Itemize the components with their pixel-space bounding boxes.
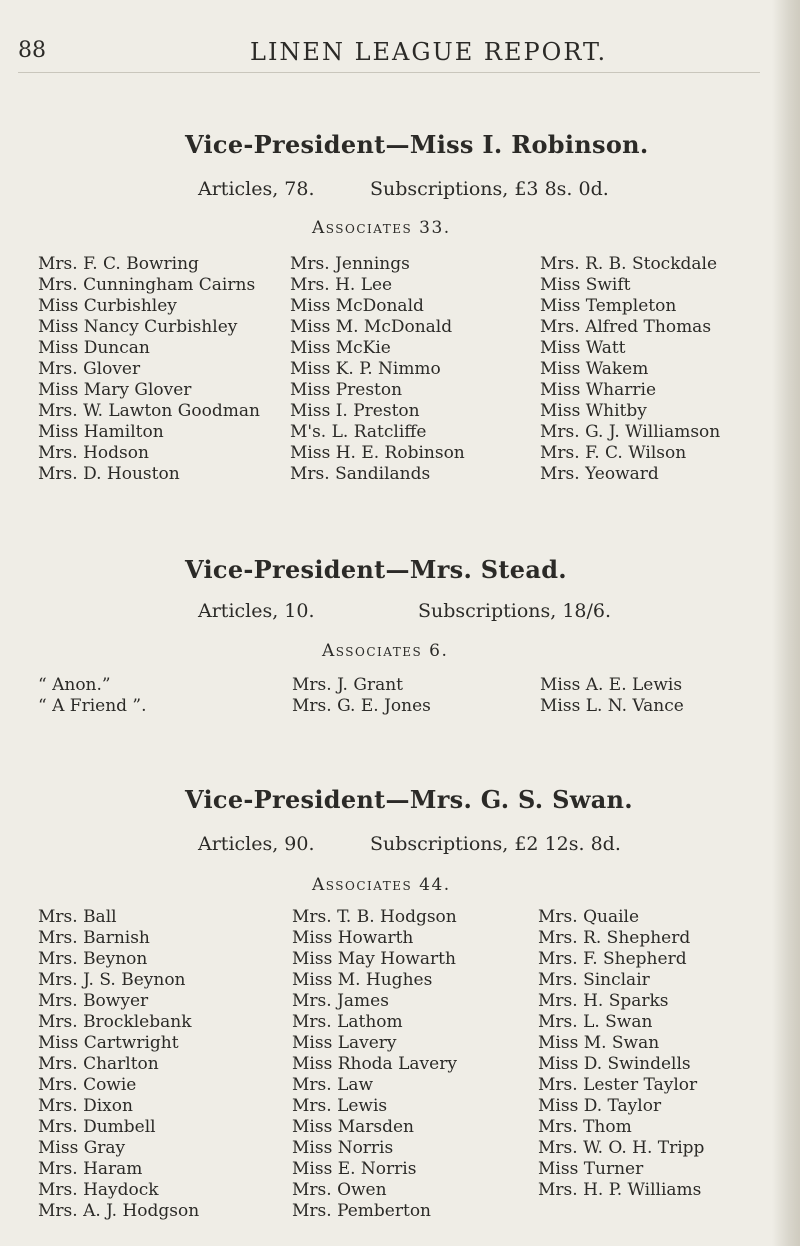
list-item: Mrs. J. S. Beynon [38, 970, 186, 990]
list-item: Miss I. Preston [290, 401, 420, 421]
articles-count: Articles, 10. [198, 600, 315, 622]
subscriptions-total: Subscriptions, £2 12s. 8d. [370, 833, 621, 855]
articles-count: Articles, 78. [198, 178, 315, 200]
list-item: Mrs. A. J. Hodgson [38, 1201, 200, 1221]
list-item: Mrs. Yeoward [540, 464, 659, 484]
associates-count: Associates 33. [312, 218, 451, 238]
list-item: Mrs. Brocklebank [38, 1012, 192, 1032]
list-item: Mrs. Ball [38, 907, 117, 927]
list-item: Mrs. Lewis [292, 1096, 388, 1116]
vice-president-heading: Vice-President—Miss I. Robinson. [185, 130, 649, 159]
associates-column-2 [292, 907, 457, 1222]
list-item: Miss Cartwright [38, 1033, 179, 1053]
list-item: Miss Templeton [540, 296, 677, 316]
list-item: M's. L. Ratcliffe [290, 422, 427, 442]
articles-count: Articles, 90. [198, 833, 315, 855]
list-item: Mrs. James [292, 991, 389, 1011]
list-item: Mrs. Lester Taylor [538, 1075, 698, 1095]
list-item: Miss Marsden [292, 1117, 414, 1137]
list-item: “ Anon.” [38, 675, 111, 695]
list-item: Miss Wharrie [540, 380, 657, 400]
list-item: Miss D. Swindells [538, 1054, 691, 1074]
subscriptions-total: Subscriptions, £3 8s. 0d. [370, 178, 609, 200]
list-item: Mrs. Barnish [38, 928, 150, 948]
list-item: Mrs. Dumbell [38, 1117, 156, 1137]
associates-count: Associates 6. [322, 641, 449, 661]
list-item: Miss Nancy Curbishley [38, 317, 238, 337]
page-header [0, 38, 800, 78]
list-item: Miss Preston [290, 380, 403, 400]
list-item: Miss L. N. Vance [540, 696, 684, 716]
list-item: Mrs. Haram [38, 1159, 143, 1179]
list-item: Miss Mary Glover [38, 380, 192, 400]
list-item: Miss Whitby [540, 401, 647, 421]
list-item: Mrs. F. Shepherd [538, 949, 687, 969]
list-item: Mrs. D. Houston [38, 464, 180, 484]
list-item: Mrs. Cunningham Cairns [38, 275, 256, 295]
list-item: Miss M. Hughes [292, 970, 433, 990]
list-item: Mrs. H. P. Williams [538, 1180, 702, 1200]
vice-president-heading: Vice-President—Mrs. G. S. Swan. [185, 785, 633, 814]
associates-column-1 [38, 675, 147, 717]
list-item: Miss Lavery [292, 1033, 397, 1053]
list-item: Mrs. F. C. Bowring [38, 254, 199, 274]
list-item: Mrs. Lathom [292, 1012, 403, 1032]
list-item: Miss Rhoda Lavery [292, 1054, 457, 1074]
list-item: Mrs. L. Swan [538, 1012, 653, 1032]
associates-column-2 [290, 254, 465, 485]
list-item: Miss Swift [540, 275, 631, 295]
list-item: Mrs. G. E. Jones [292, 696, 431, 716]
list-item: Mrs. Law [292, 1075, 374, 1095]
associates-column-2 [292, 675, 431, 717]
list-item: Miss Curbishley [38, 296, 177, 316]
associates-column-3 [540, 254, 720, 485]
list-item: Mrs. J. Grant [292, 675, 403, 695]
list-item: Miss Wakem [540, 359, 649, 379]
associates-column-1 [38, 254, 260, 485]
list-item: Mrs. Bowyer [38, 991, 149, 1011]
list-item: Mrs. Thom [538, 1117, 632, 1137]
list-item: Miss Turner [538, 1159, 644, 1179]
list-item: Mrs. Cowie [38, 1075, 137, 1095]
list-item: Mrs. Jennings [290, 254, 410, 274]
associates-column-1 [38, 907, 199, 1222]
subscriptions-total: Subscriptions, 18/6. [418, 600, 612, 622]
associates-column-3 [538, 907, 704, 1201]
list-item: Miss Howarth [292, 928, 414, 948]
list-item: Mrs. Quaile [538, 907, 640, 927]
header-rule [18, 72, 760, 73]
list-item: Mrs. Beynon [38, 949, 148, 969]
list-item: Mrs. R. B. Stockdale [540, 254, 718, 274]
list-item: Mrs. Alfred Thomas [540, 317, 712, 337]
list-item: Miss McKie [290, 338, 391, 358]
list-item: Miss M. Swan [538, 1033, 660, 1053]
associates-count: Associates 44. [312, 875, 451, 895]
list-item: Miss D. Taylor [538, 1096, 662, 1116]
list-item: Mrs. Owen [292, 1180, 387, 1200]
list-item: Mrs. Hodson [38, 443, 149, 463]
list-item: Mrs. H. Lee [290, 275, 393, 295]
list-item: Miss Norris [292, 1138, 394, 1158]
page-edge-shadow [772, 0, 800, 1246]
list-item: “ A Friend ”. [38, 696, 147, 716]
list-item: Miss Duncan [38, 338, 150, 358]
list-item: Miss K. P. Nimmo [290, 359, 441, 379]
list-item: Mrs. H. Sparks [538, 991, 669, 1011]
list-item: Mrs. G. J. Williamson [540, 422, 721, 442]
list-item: Mrs. Glover [38, 359, 141, 379]
list-item: Mrs. Haydock [38, 1180, 159, 1200]
list-item: Miss A. E. Lewis [540, 675, 683, 695]
list-item: Mrs. Sinclair [538, 970, 650, 990]
list-item: Miss Watt [540, 338, 626, 358]
page-number: 88 [18, 38, 46, 63]
list-item: Mrs. Dixon [38, 1096, 133, 1116]
list-item: Mrs. Sandilands [290, 464, 431, 484]
list-item: Mrs. W. Lawton Goodman [38, 401, 260, 421]
list-item: Miss Gray [38, 1138, 126, 1158]
list-item: Miss M. McDonald [290, 317, 453, 337]
list-item: Miss H. E. Robinson [290, 443, 465, 463]
associates-column-3 [540, 675, 684, 717]
list-item: Mrs. Charlton [38, 1054, 159, 1074]
list-item: Mrs. Pemberton [292, 1201, 432, 1221]
list-item: Mrs. W. O. H. Tripp [538, 1138, 705, 1158]
vice-president-heading: Vice-President—Mrs. Stead. [185, 555, 567, 584]
list-item: Miss Hamilton [38, 422, 164, 442]
list-item: Miss E. Norris [292, 1159, 417, 1179]
list-item: Miss May Howarth [292, 949, 456, 969]
running-title: LINEN LEAGUE REPORT. [250, 38, 608, 66]
list-item: Mrs. R. Shepherd [538, 928, 691, 948]
list-item: Miss McDonald [290, 296, 424, 316]
list-item: Mrs. T. B. Hodgson [292, 907, 457, 927]
list-item: Mrs. F. C. Wilson [540, 443, 687, 463]
